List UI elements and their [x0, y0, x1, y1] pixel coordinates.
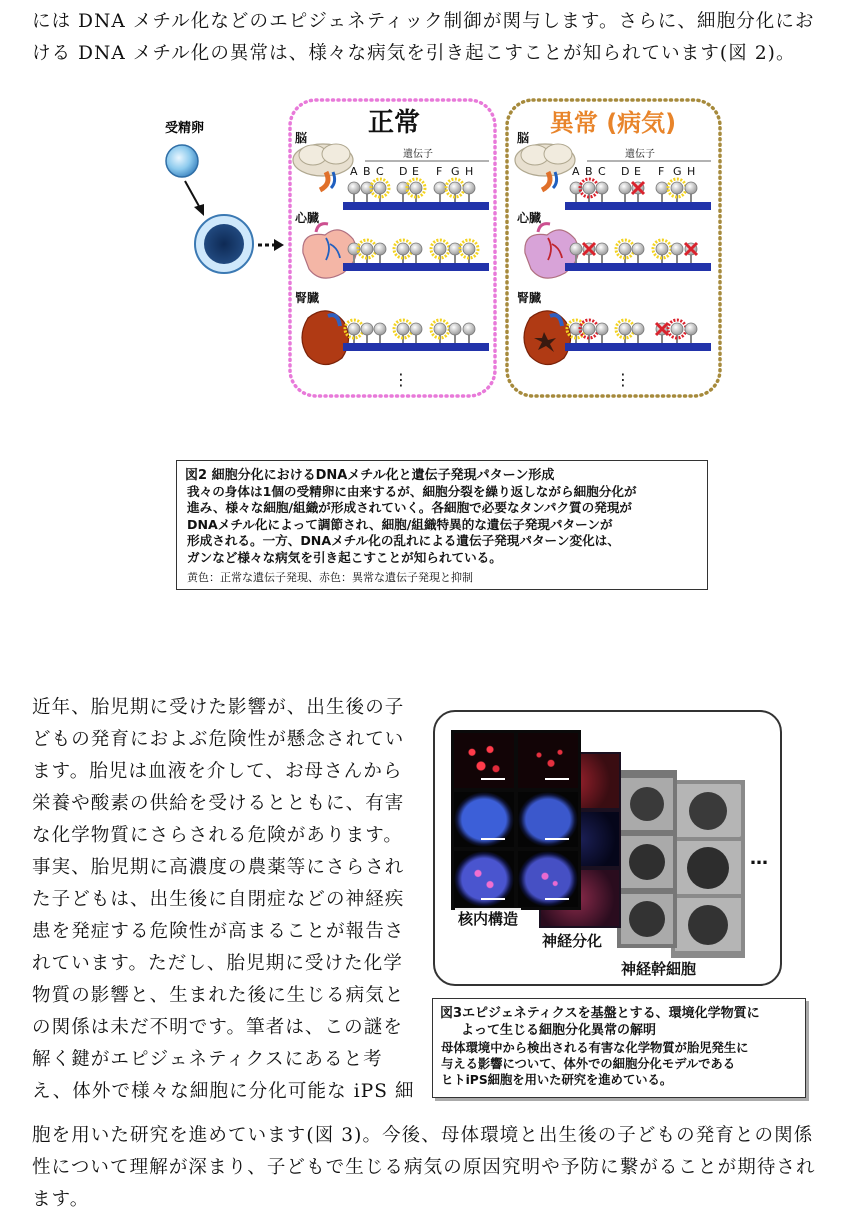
text-line: ます。胎児は血液を介して、お母さんから — [32, 761, 403, 782]
dna-strand — [565, 263, 711, 271]
figure-2-diagram — [150, 95, 730, 400]
gene-site — [632, 323, 644, 335]
gene-letter: G — [451, 165, 460, 178]
gene-site — [671, 182, 683, 194]
gene-site — [632, 243, 644, 255]
gene-letter: B — [585, 165, 593, 178]
gene-site — [434, 243, 446, 255]
blastocyst-icon — [195, 215, 253, 273]
dna-strand — [343, 343, 489, 351]
gene-site — [434, 323, 446, 335]
caption-body — [187, 484, 637, 566]
gene-site — [619, 243, 631, 255]
caption-title-line: 図3エピジェネティクスを基盤とする、環境化学物質に — [440, 1006, 760, 1021]
gene-site — [685, 323, 697, 335]
gene-site — [463, 323, 475, 335]
gene-site — [619, 182, 631, 194]
gene-letter: A — [572, 165, 580, 178]
gene-site — [463, 243, 475, 255]
text-line: 栄養や酸素の供給を受けるとともに、有害 — [32, 793, 405, 814]
gene-site — [348, 323, 360, 335]
gene-site — [583, 323, 595, 335]
dna-strand — [343, 202, 489, 210]
gene-letter: C — [376, 165, 384, 178]
caption-line: ガンなど様々な病気を引き起こすことが知られている。 — [187, 549, 502, 565]
dna-strand — [343, 263, 489, 271]
gene-site — [656, 243, 668, 255]
text-line: た子どもは、出生後に自閉症などの神経疾 — [32, 889, 405, 910]
dna-strand — [565, 343, 711, 351]
closing-paragraph — [32, 1120, 832, 1216]
intro-paragraph — [32, 6, 832, 70]
text-line: え、体外で様々な細胞に分化可能な iPS 細 — [32, 1081, 415, 1102]
ellipsis-marker: ⋮ — [393, 370, 409, 389]
gene-letter: C — [598, 165, 606, 178]
gene-site — [361, 243, 373, 255]
gene-site — [449, 323, 461, 335]
nucleus-structure-panel — [451, 730, 581, 910]
caption-title-line: よって生じる細胞分化異常の解明 — [461, 1023, 657, 1038]
gene-site — [596, 182, 608, 194]
neural-stem-cell-label: 神経幹細胞 — [618, 958, 699, 979]
text-line: 解く鍵がエピジェネティクスにあると考 — [32, 1049, 383, 1070]
gene-site — [374, 182, 386, 194]
gene-site — [374, 243, 386, 255]
gene-letter: B — [363, 165, 371, 178]
gene-letter: G — [673, 165, 682, 178]
text-line: 事実、胎児期に高濃度の農薬等にさらされ — [32, 857, 405, 878]
gene-site — [410, 243, 422, 255]
organ-label: 脳 — [295, 131, 308, 145]
body-paragraph — [32, 692, 424, 1108]
text-line: には DNA メチル化などのエピジェネティック制御が関与します。さらに、細胞分化にお — [32, 11, 815, 32]
brain-icon — [293, 144, 353, 190]
gene-site — [374, 323, 386, 335]
neural-differentiation-label: 神経分化 — [539, 930, 605, 951]
gene-site — [410, 323, 422, 335]
fertilized-egg-icon — [166, 145, 198, 177]
gene-site — [671, 243, 683, 255]
gene-letter: F — [436, 165, 443, 178]
gene-site — [348, 182, 360, 194]
kidney-icon — [302, 311, 349, 365]
organ-label: 脳 — [517, 131, 530, 145]
gene-letter: H — [687, 165, 696, 178]
caption-line: 我々の身体は1個の受精卵に由来するが、細胞分裂を繰り返しながら細胞分化が — [187, 484, 637, 499]
text-line: れています。ただし、胎児期に受けた化学 — [32, 953, 403, 974]
gene-letter: D — [621, 165, 630, 178]
gene-letter: E — [412, 165, 419, 178]
gene-site — [463, 182, 475, 194]
gene-site — [685, 182, 697, 194]
caption-line: 進み、様々な細胞/組織が形成されていく。各細胞で必要なタンパク質の発現が — [187, 500, 633, 516]
brain-icon — [515, 144, 575, 190]
organ-label: 腎臓 — [517, 291, 542, 305]
gene-site — [570, 243, 582, 255]
kidney-icon — [524, 311, 571, 365]
abnormal-title: 異常 (病気) — [549, 109, 677, 137]
figure-3-image — [433, 710, 782, 986]
text-line: の関係は未だ不明です。筆者は、この謎を — [32, 1017, 403, 1038]
gene-letter: D — [399, 165, 408, 178]
gene-label: 遺伝子 — [625, 149, 655, 160]
caption-line: DNAメチル化によって調節され、細胞/組織特異的な遺伝子発現パターンが — [187, 516, 613, 532]
caption-body — [441, 1040, 748, 1088]
gene-site — [449, 182, 461, 194]
organ-label: 心臓 — [295, 211, 320, 225]
organ-label: 腎臓 — [295, 291, 320, 305]
normal-title: 正常 — [367, 108, 421, 138]
text-line: 胞を用いた研究を進めています(図 3)。今後、母体環境と出生後の子どもの発育との関係 — [32, 1125, 814, 1146]
gene-site — [619, 323, 631, 335]
caption-line: ヒトiPS細胞を用いた研究を進めている。 — [441, 1073, 673, 1087]
stem-cell-panel — [617, 770, 677, 948]
more-ellipsis: … — [750, 848, 768, 869]
gene-site — [434, 182, 446, 194]
caption-note: 黄色：正常な遺伝子発現、赤色：異常な遺伝子発現と抑制 — [187, 571, 473, 584]
text-line: 性について理解が深まり、子どもで生じる病気の原因究明や予防に繋がることが期待され — [32, 1157, 816, 1178]
nucleus-structure-label: 核内構造 — [455, 908, 521, 929]
ellipsis-marker: ⋮ — [615, 370, 631, 389]
text-line: ます。 — [32, 1189, 90, 1210]
figure-2-caption — [176, 460, 708, 590]
gene-label: 遺伝子 — [403, 149, 433, 160]
stem-cell-panel — [671, 780, 745, 958]
gene-letter: E — [634, 165, 641, 178]
text-line: ける DNA メチル化の異常は、様々な病気を引き起こすことが知られています(図 2)。 — [32, 43, 796, 64]
caption-line: 与える影響について、体外での細胞分化モデルである — [441, 1057, 736, 1071]
fertilized-egg-label: 受精卵 — [165, 121, 205, 136]
gene-site — [596, 243, 608, 255]
gene-site — [656, 182, 668, 194]
gene-site — [410, 182, 422, 194]
caption-line: 母体環境中から検出される有害な化学物質が胎児発生に — [441, 1041, 749, 1055]
dna-strand — [565, 202, 711, 210]
gene-letter: F — [658, 165, 665, 178]
text-line: な化学物質にさらされる危険があります。 — [32, 825, 403, 846]
gene-site — [397, 323, 409, 335]
text-line: どもの発育におよぶ危険性が懸念されてい — [32, 729, 405, 750]
gene-site — [583, 182, 595, 194]
gene-site — [671, 323, 683, 335]
gene-site — [596, 323, 608, 335]
text-line: 物質の影響と、生まれた後に生じる病気と — [32, 985, 405, 1006]
text-line: 患を発症する危険性が高まることが報告さ — [32, 921, 405, 942]
text-line: 近年、胎児期に受けた影響が、出生後の子 — [32, 697, 405, 718]
gene-letter: A — [350, 165, 358, 178]
gene-site — [397, 243, 409, 255]
caption-title: 図2 細胞分化におけるDNAメチル化と遺伝子発現パターン形成 — [185, 468, 555, 483]
caption-line: 形成される。一方、DNAメチル化の乱れによる遺伝子発現パターン変化は、 — [187, 533, 620, 549]
organ-label: 心臓 — [517, 211, 542, 225]
figure-3-caption — [432, 998, 806, 1098]
gene-site — [361, 323, 373, 335]
gene-letter: H — [465, 165, 474, 178]
